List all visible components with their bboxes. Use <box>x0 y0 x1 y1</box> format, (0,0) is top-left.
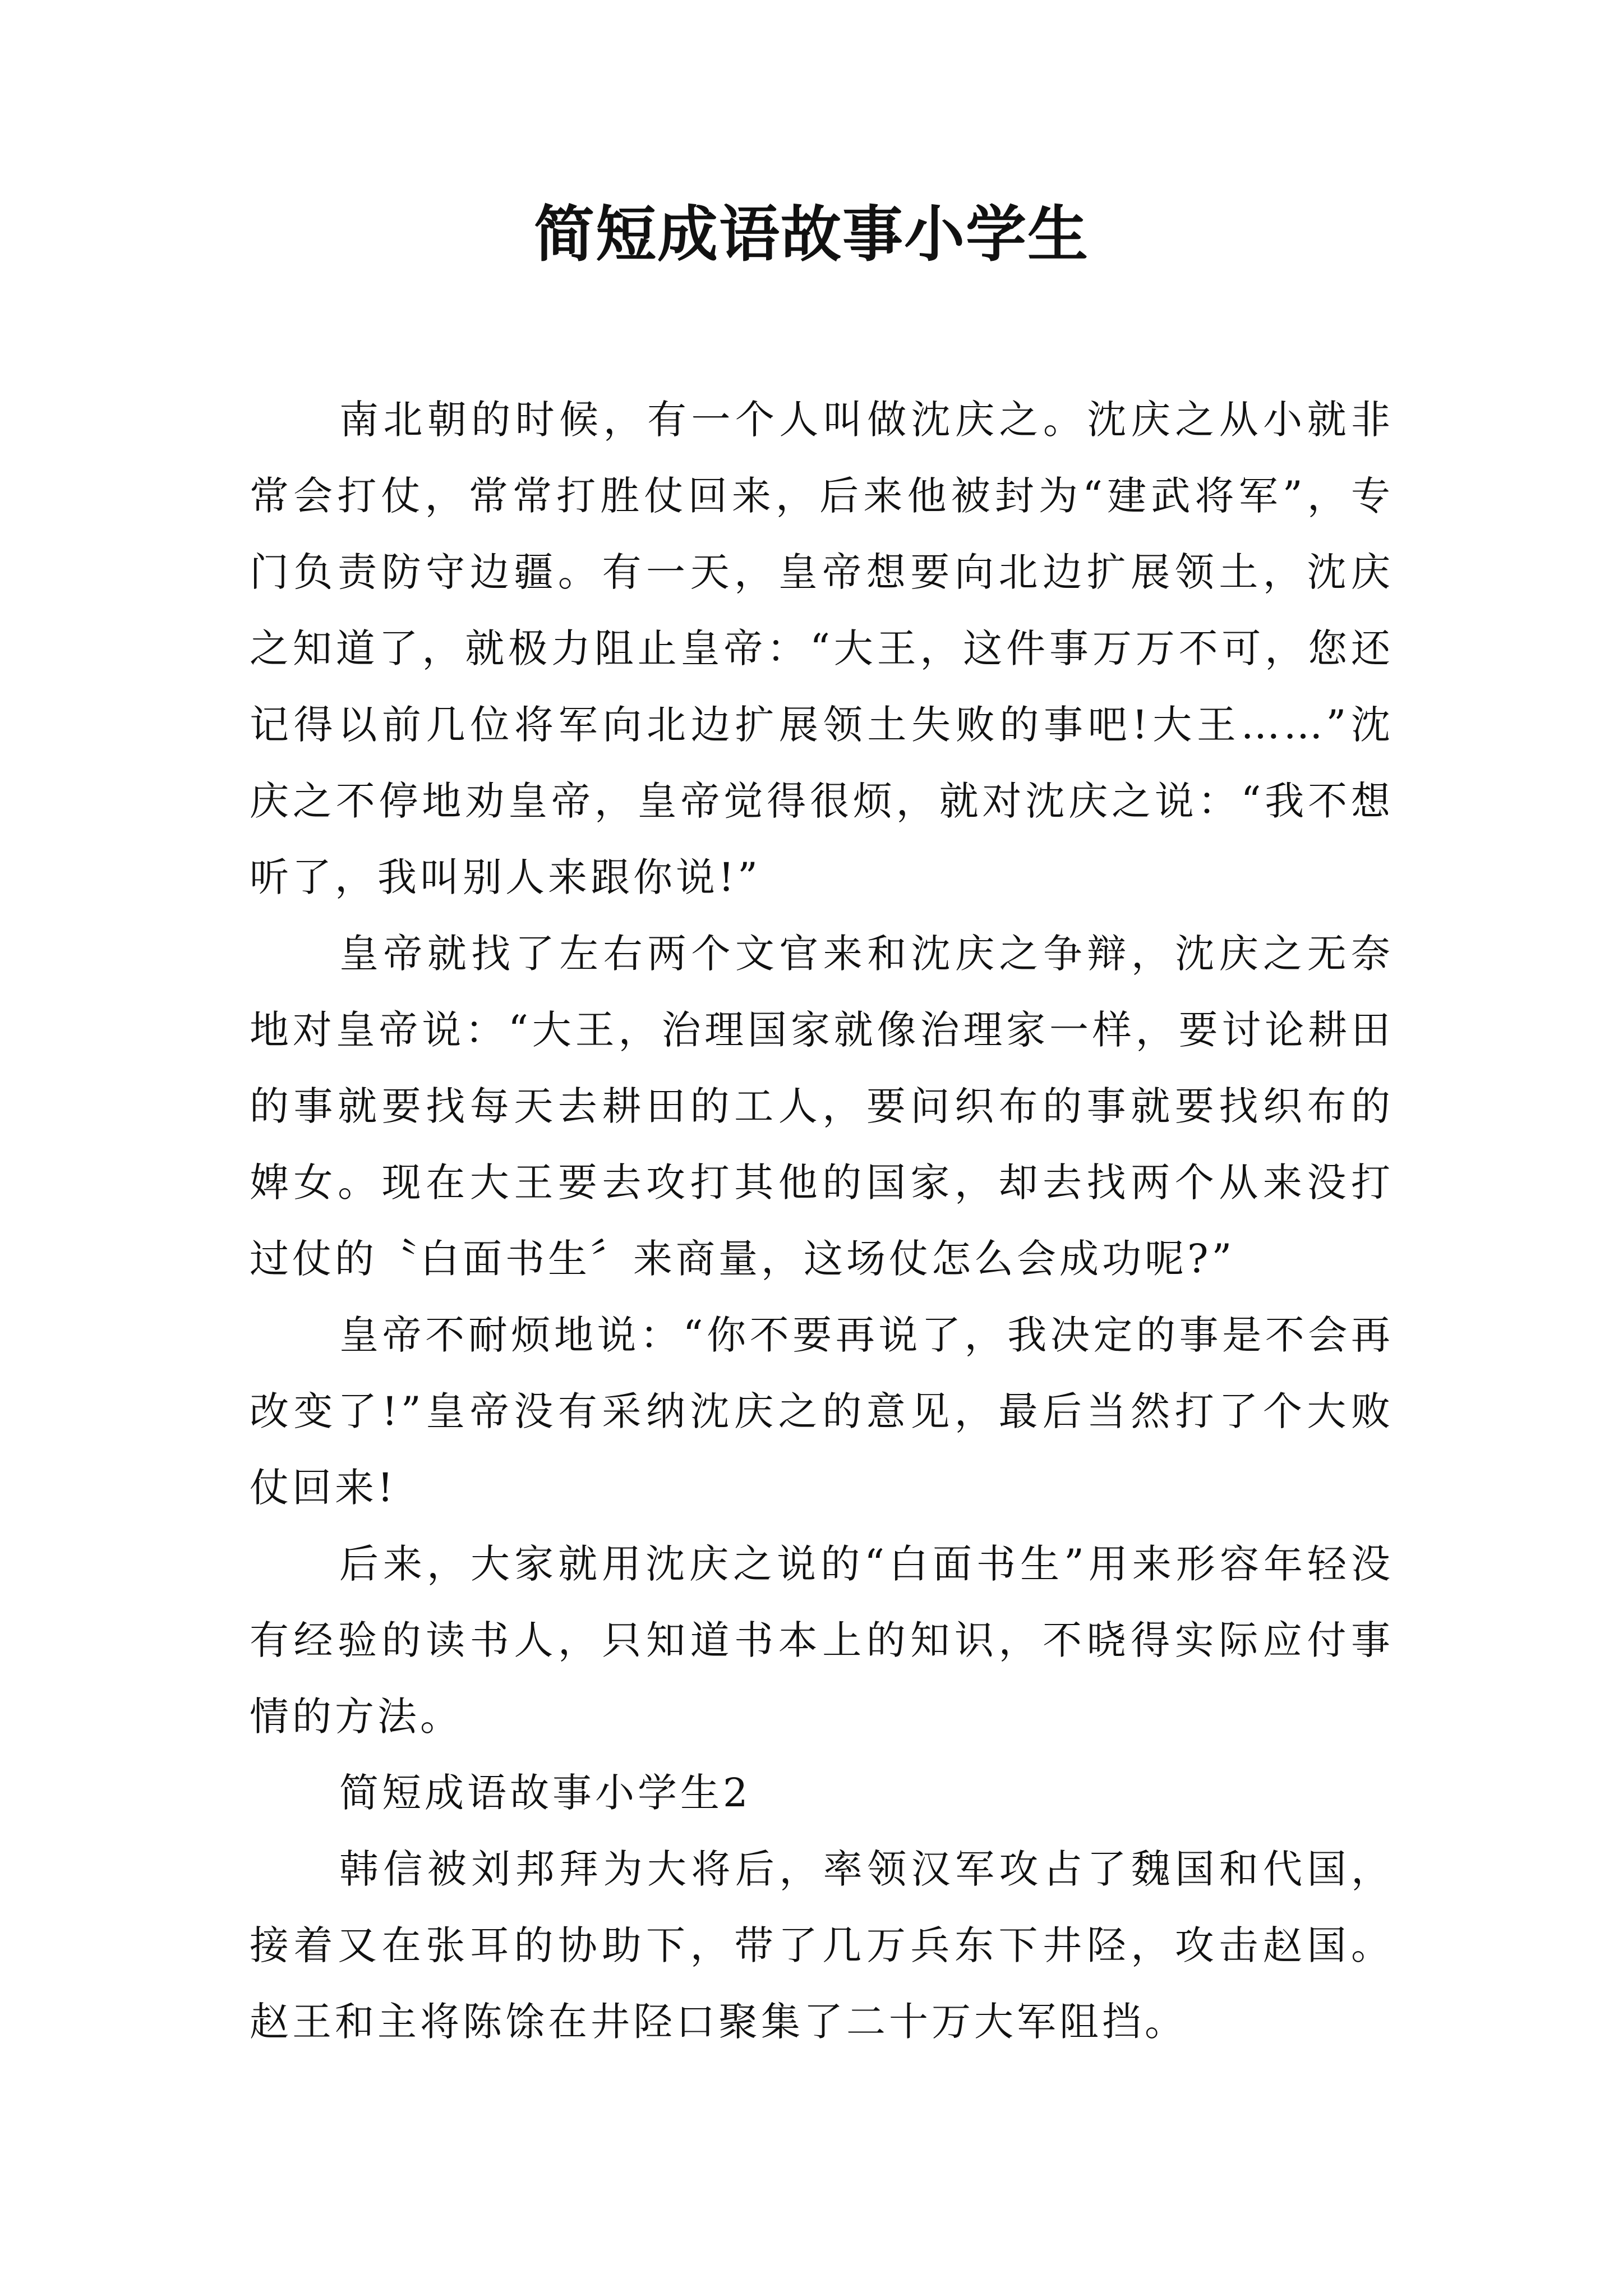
paragraph-4: 后来，大家就用沈庆之说的“白面书生”用来形容年轻没有经验的读书人，只知道书本上的知识，不晓得实际应付事情的方法。 <box>250 1541 1394 1740</box>
paragraph-1: 南北朝的时候，有一个人叫做沈庆之。沈庆之从小就非常会打仗，常常打胜仗回来，后来他被封为“建武将军”，专门负责防守边疆。有一天，皇帝想要向北边扩展领土，沈庆之知道了，就极力阻止皇帝：“大王，这件事万万不可，您还记得以前几位将军向北边扩展领土失败的事吧!大王……”沈庆之不停地劝皇帝，皇帝觉得很烦，就对沈庆之说：“我不想听了，我叫别人来跟你说!” <box>250 397 1394 900</box>
paragraph-3: 皇帝不耐烦地说：“你不要再说了，我决定的事是不会再改变了!”皇帝没有采纳沈庆之的意见，最后当然打了个大败仗回来! <box>250 1312 1394 1511</box>
section-subtitle: 简短成语故事小学生2 <box>339 1770 751 1816</box>
paragraph-5: 韩信被刘邦拜为大将后，率领汉军攻占了魏国和代国，接着又在张耳的协助下，带了几万兵东下井陉，攻击赵国。赵王和主将陈馀在井陉口聚集了二十万大军阻挡。 <box>250 1846 1394 2045</box>
document-title: 简短成语故事小学生 <box>533 199 1089 270</box>
paragraph-2: 皇帝就找了左右两个文官来和沈庆之争辩，沈庆之无奈地对皇帝说：“大王，治理国家就像治理家一样，要讨论耕田的事就要找每天去耕田的工人，要问织布的事就要找织布的婢女。现在大王要去攻打其他的国家，却去找两个从来没打过仗的〝白面书生〞来商量，这场仗怎么会成功呢?” <box>250 931 1394 1282</box>
document-body <box>250 381 1394 2060</box>
